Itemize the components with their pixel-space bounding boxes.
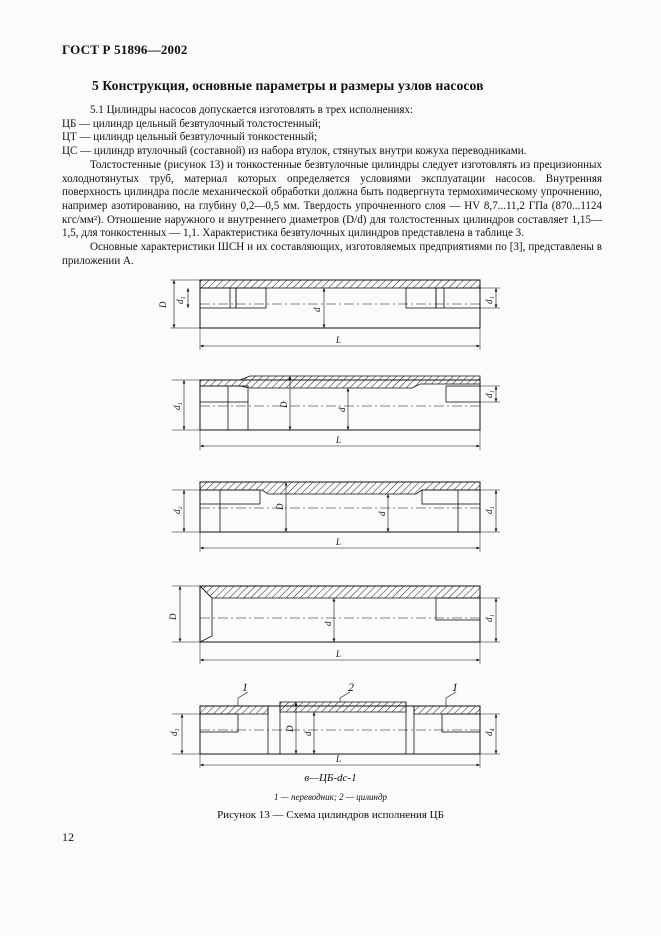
cylinder-c: [172, 482, 500, 552]
label-d: d: [323, 621, 333, 626]
label-D: D: [279, 401, 289, 408]
figure-13: [150, 268, 510, 768]
label-L: L: [336, 754, 342, 764]
figure-caption: Рисунок 13 — Схема цилиндров исполнения ЦБ: [217, 809, 444, 821]
cylinder-assembly: [169, 680, 500, 768]
paragraph: 5.1 Цилиндры насосов допускается изготовлять в трех исполнениях:: [90, 104, 414, 116]
label-d: d: [303, 731, 313, 736]
cylinder-d: [168, 586, 500, 664]
label-d1: d₁: [484, 506, 494, 514]
label-d2: d₂: [172, 506, 182, 514]
label-1: 1: [242, 680, 248, 694]
cylinder-drawings: [150, 268, 510, 768]
cylinder-b: [172, 376, 500, 450]
label-d1: d₁: [484, 390, 494, 398]
list-item: ЦС — цилиндр втулочный (составной) из набора втулок, стянутых внутри кожуха переводниками.: [62, 145, 527, 158]
label-D: D: [275, 503, 285, 510]
label-d4: d₄: [484, 728, 494, 736]
label-L: L: [336, 335, 342, 345]
list-item: ЦБ — цилиндр цельный безвтулочный толстостенный;: [62, 117, 321, 130]
page-number: 12: [62, 830, 74, 844]
label-d: d: [377, 511, 387, 516]
cylinder-a: [158, 280, 500, 350]
label-d1: d₁: [172, 402, 182, 410]
list-item: ЦТ — цилиндр цельный безвтулочный тонкостенный;: [62, 131, 318, 144]
label-D: D: [168, 613, 178, 620]
label-L: L: [336, 649, 342, 659]
label-D: D: [285, 725, 295, 732]
label-d: d: [337, 407, 347, 412]
label-d: d: [312, 307, 322, 312]
section-title: 5 Конструкция, основные параметры и размеры узлов насосов: [92, 78, 484, 93]
figure-legend: 1 — переводник; 2 — цилиндр: [273, 792, 388, 802]
paragraph: Толстостенные (рисунок 13) и тонкостенные безвтулочные цилиндры следует изготовлять из прецизионных холоднотянутых труб, материал которых определяется условиями эксплуатации насосов. Внутренняя поверхность цилиндра после механической обработки должна быть подвергнута термохимическому упрочнению, например азотированию, на глубину 0,2—0,5 мм. Твердость упрочненного слоя — HV 8,7...11,2 ГПа (870...1124 кгс/мм²). Отношение наружного и внутреннего диаметров (D/d) для толстостенных цилиндров составляет 1,15—1,5, для тонкостенных — 1,1. Характеристика безвтулочных цилиндров представлена в таблице 3.: [62, 158, 602, 240]
label-d1: d₁: [484, 296, 494, 304]
label-2: 2: [348, 680, 354, 694]
label-L: L: [336, 537, 342, 547]
label-d1: d₁: [175, 296, 185, 304]
body-text: [62, 104, 602, 268]
label-D: D: [158, 301, 168, 308]
subfigure-caption: в—ЦБ-dc-1: [304, 772, 357, 784]
label-1: 1: [452, 680, 458, 694]
paragraph: Основные характеристики ШСН и их составляющих, изготовляемых предприятиями по [3], представлены в приложении А.: [62, 241, 602, 267]
label-d3: d₃: [169, 728, 179, 736]
label-d1: d₁: [484, 614, 494, 622]
document-header: ГОСТ Р 51896—2002: [62, 42, 188, 57]
label-L: L: [336, 435, 342, 445]
